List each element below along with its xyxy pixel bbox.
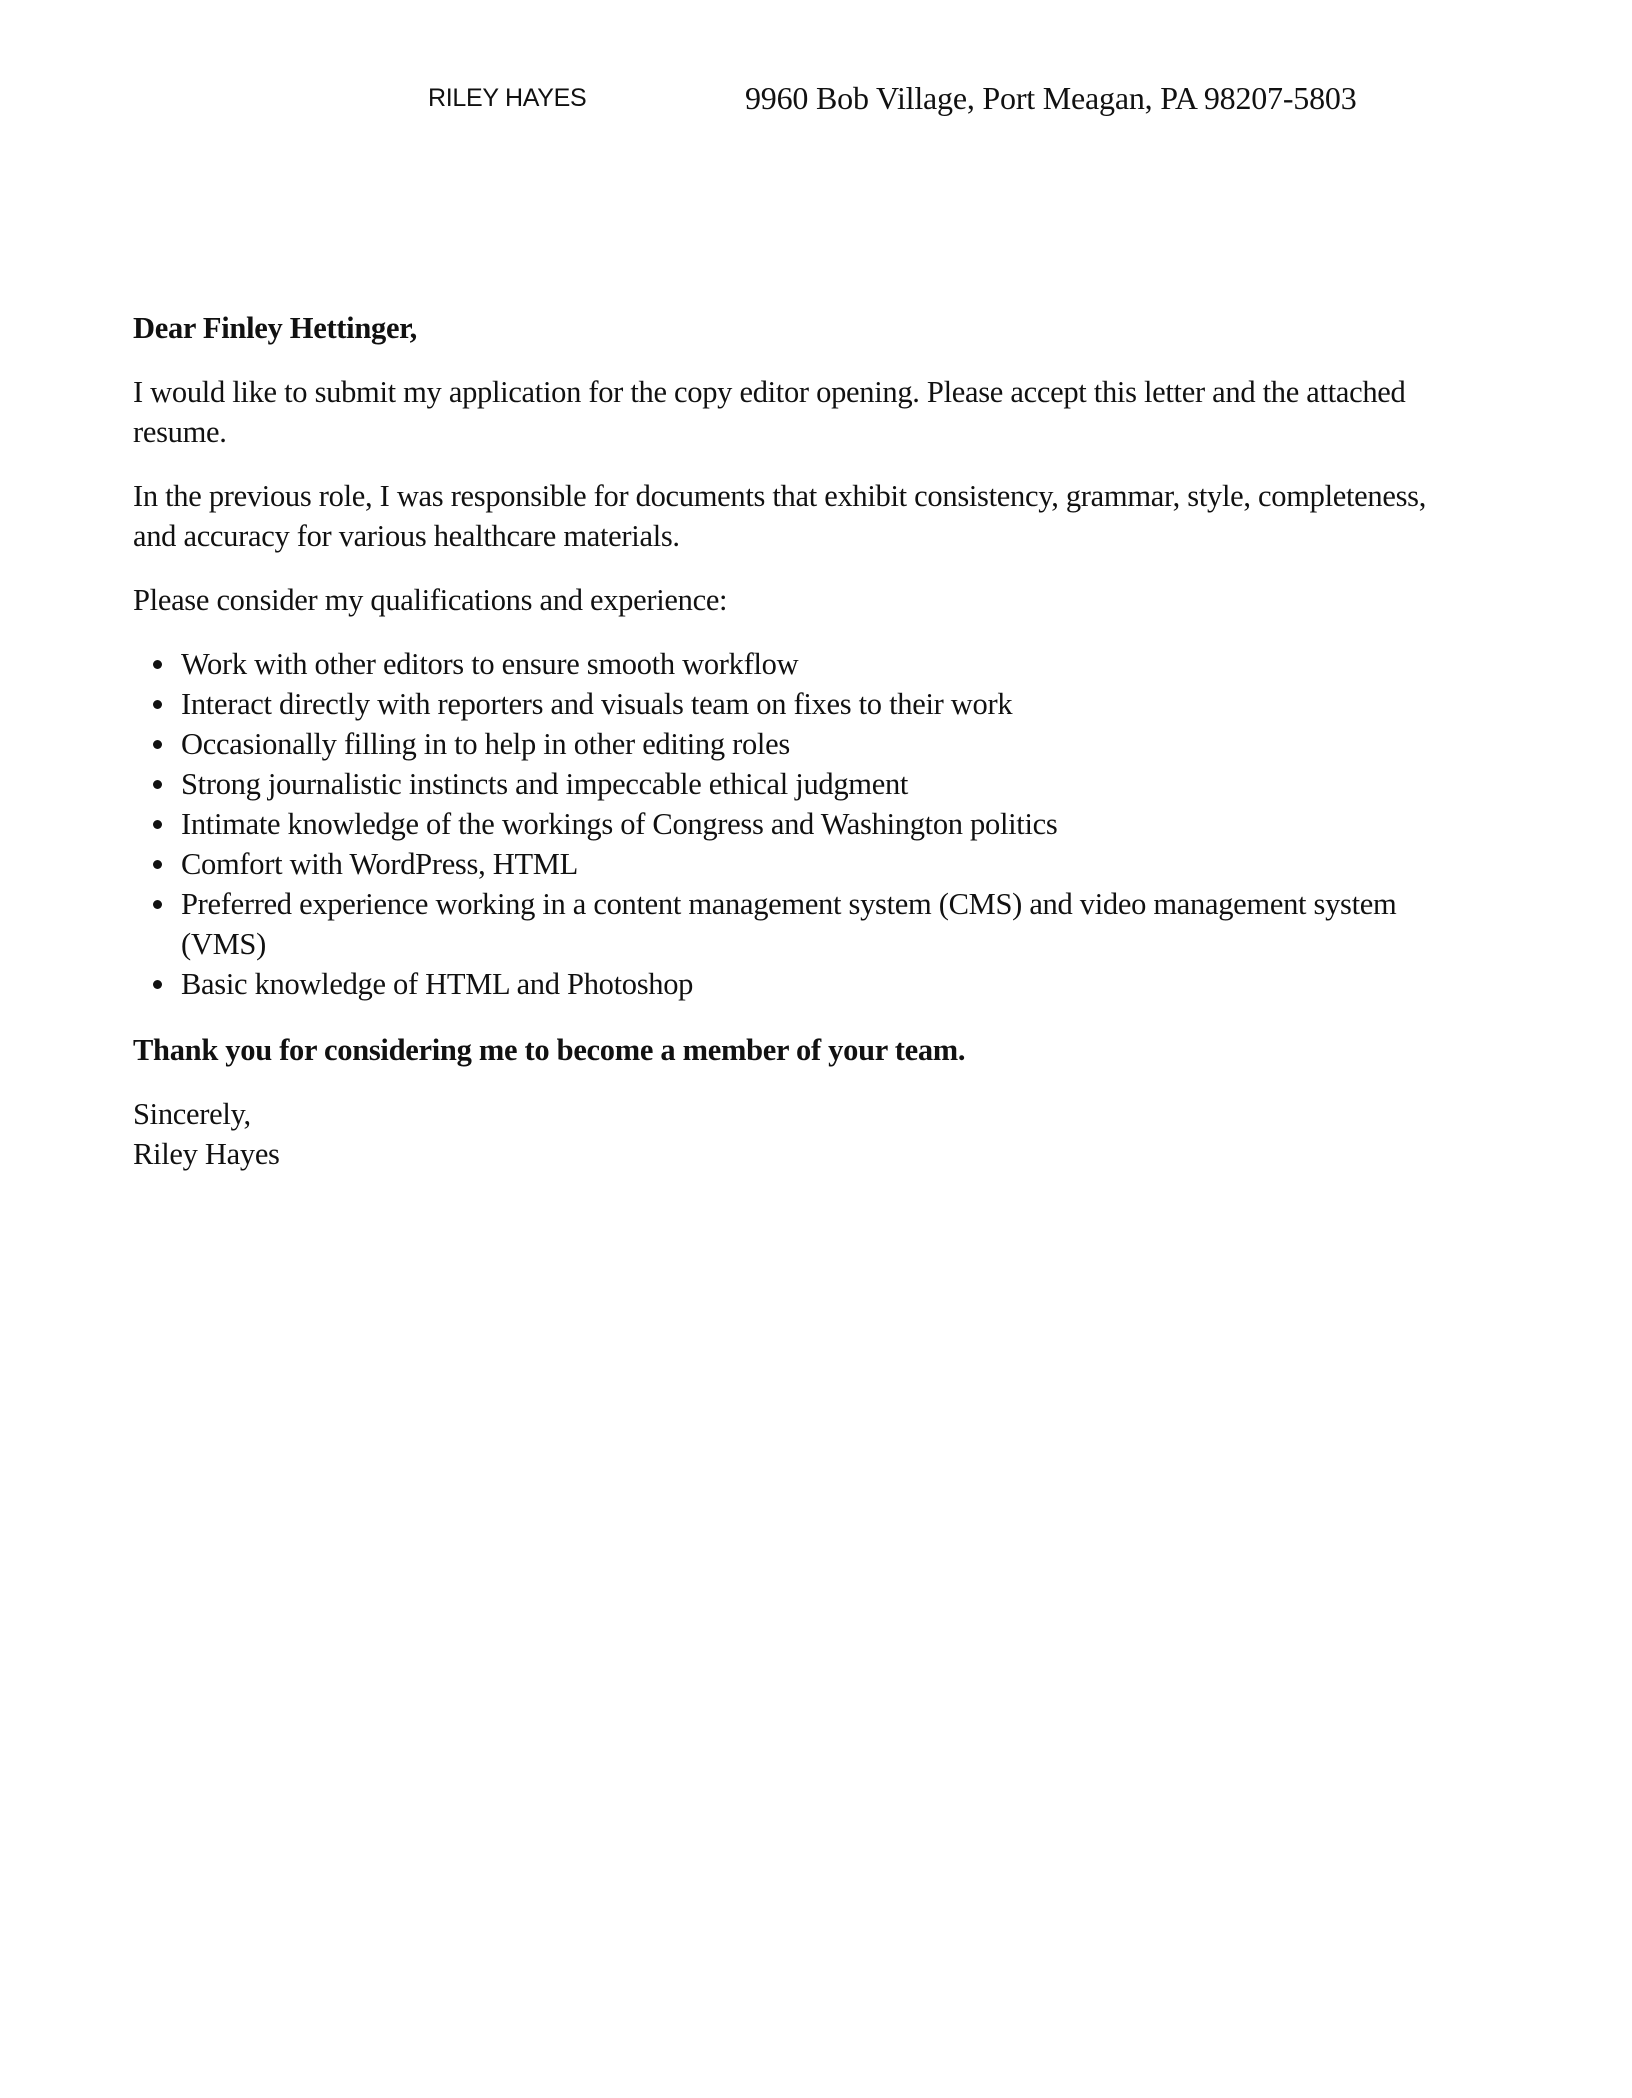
list-item-text: Intimate knowledge of the workings of Congress and Washington politics xyxy=(181,807,1058,841)
signoff-text: Sincerely, xyxy=(133,1097,251,1131)
qualifications-list xyxy=(133,644,1433,1004)
bullet-icon xyxy=(153,700,162,709)
experience-paragraph: In the previous role, I was responsible for documents that exhibit consistency, grammar, style, completeness, and accuracy for various healthcare materials. xyxy=(133,479,1427,553)
letter-body xyxy=(133,308,1433,1174)
list-item-text: Basic knowledge of HTML and Photoshop xyxy=(181,967,694,1001)
bullet-icon xyxy=(153,980,162,989)
list-item xyxy=(133,964,1433,1004)
signoff xyxy=(133,1094,1433,1174)
sender-address: 9960 Bob Village, Port Meagan, PA 98207-5803 xyxy=(745,80,1357,116)
list-item-text: Occasionally filling in to help in other editing roles xyxy=(181,727,790,761)
bullet-icon xyxy=(153,740,162,749)
list-item-text: Interact directly with reporters and visuals team on fixes to their work xyxy=(181,687,1013,721)
bullet-icon xyxy=(153,780,162,789)
bullet-icon xyxy=(153,660,162,669)
qualifications-lead: Please consider my qualifications and experience: xyxy=(133,583,728,617)
sender-name: RILEY HAYES xyxy=(428,84,587,112)
list-item xyxy=(133,724,1433,764)
list-item-text: Work with other editors to ensure smooth workflow xyxy=(181,647,799,681)
list-item-text: Comfort with WordPress, HTML xyxy=(181,847,578,881)
list-item xyxy=(133,644,1433,684)
list-item xyxy=(133,804,1433,844)
bullet-icon xyxy=(153,860,162,869)
closing-statement: Thank you for considering me to become a member of your team. xyxy=(133,1033,966,1067)
list-item xyxy=(133,844,1433,884)
bullet-icon xyxy=(153,900,162,909)
intro-paragraph: I would like to submit my application for the copy editor opening. Please accept this letter and the attached resume. xyxy=(133,375,1406,449)
signature: Riley Hayes xyxy=(133,1137,280,1171)
bullet-icon xyxy=(153,820,162,829)
list-item xyxy=(133,884,1433,964)
list-item-text: Strong journalistic instincts and impeccable ethical judgment xyxy=(181,767,909,801)
list-item xyxy=(133,684,1433,724)
salutation: Dear Finley Hettinger, xyxy=(133,311,417,345)
list-item xyxy=(133,764,1433,804)
list-item-text: Preferred experience working in a content management system (CMS) and video management system (VMS) xyxy=(181,887,1397,961)
